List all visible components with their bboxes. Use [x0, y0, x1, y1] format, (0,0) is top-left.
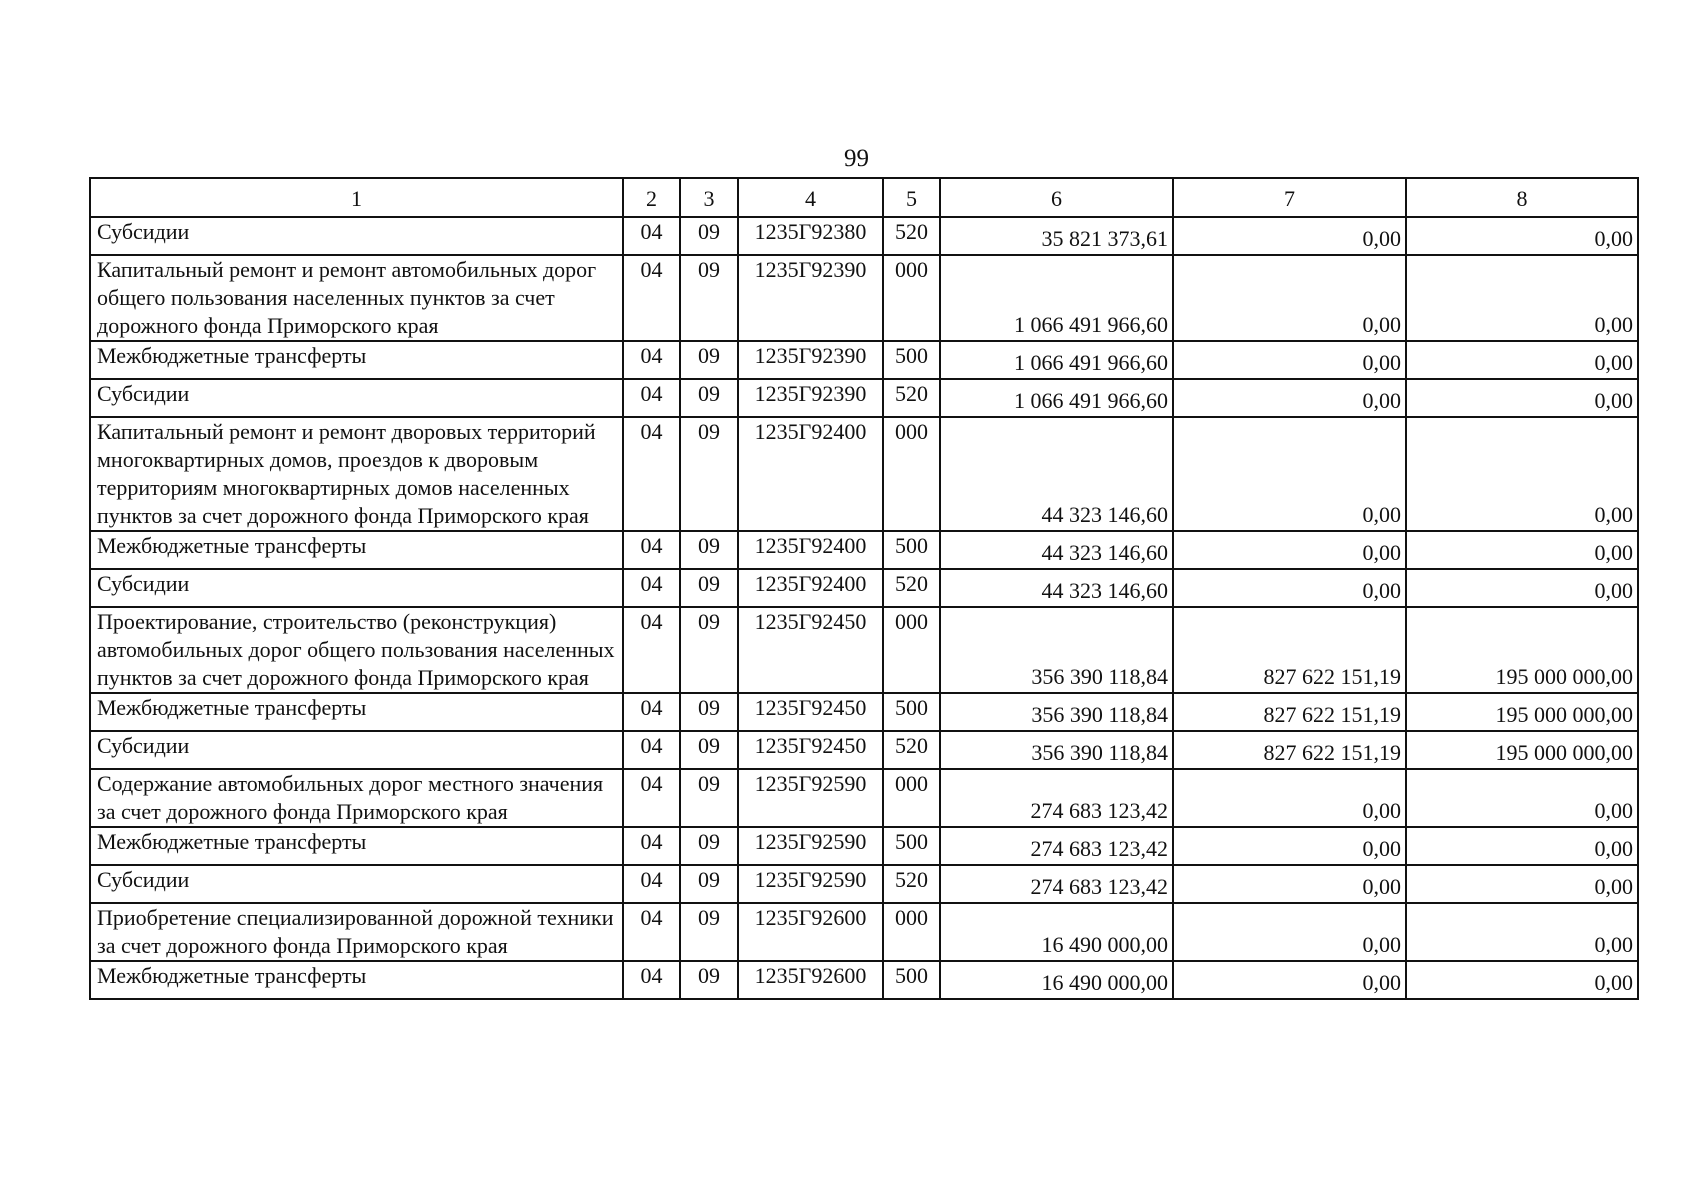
amount-col-6: 274 683 123,42 [940, 827, 1173, 865]
page-number: 99 [844, 145, 869, 172]
section-code: 04 [623, 693, 680, 731]
amount-col-7: 0,00 [1173, 255, 1406, 341]
amount-col-8: 0,00 [1406, 379, 1638, 417]
subsection-code: 09 [680, 865, 738, 903]
table-row [90, 417, 1638, 531]
section-code: 04 [623, 417, 680, 531]
header-cell: 6 [940, 178, 1173, 217]
amount-col-7: 0,00 [1173, 341, 1406, 379]
expense-type-code: 520 [883, 865, 940, 903]
table-row [90, 961, 1638, 999]
target-article-code: 1235Г92400 [738, 531, 883, 569]
subsection-code: 09 [680, 903, 738, 961]
amount-col-8: 0,00 [1406, 417, 1638, 531]
table-row [90, 769, 1638, 827]
amount-col-8: 195 000 000,00 [1406, 607, 1638, 693]
amount-col-8: 0,00 [1406, 903, 1638, 961]
amount-col-7: 0,00 [1173, 827, 1406, 865]
amount-col-6: 1 066 491 966,60 [940, 341, 1173, 379]
amount-col-6: 35 821 373,61 [940, 217, 1173, 255]
amount-col-7: 0,00 [1173, 865, 1406, 903]
row-name: Капитальный ремонт и ремонт автомобильных дорог общего пользования населенных пунктов за счет дорожного фонда Приморского края [90, 255, 623, 341]
amount-col-7: 0,00 [1173, 417, 1406, 531]
table-row [90, 255, 1638, 341]
header-cell: 1 [90, 178, 623, 217]
target-article-code: 1235Г92600 [738, 961, 883, 999]
expense-type-code: 520 [883, 217, 940, 255]
amount-col-7: 827 622 151,19 [1173, 693, 1406, 731]
subsection-code: 09 [680, 827, 738, 865]
target-article-code: 1235Г92390 [738, 341, 883, 379]
amount-col-7: 0,00 [1173, 569, 1406, 607]
table-row [90, 903, 1638, 961]
amount-col-6: 1 066 491 966,60 [940, 379, 1173, 417]
amount-col-7: 0,00 [1173, 531, 1406, 569]
section-code: 04 [623, 731, 680, 769]
row-name: Межбюджетные трансферты [90, 693, 623, 731]
row-name: Субсидии [90, 569, 623, 607]
section-code: 04 [623, 255, 680, 341]
section-code: 04 [623, 217, 680, 255]
amount-col-8: 0,00 [1406, 531, 1638, 569]
subsection-code: 09 [680, 569, 738, 607]
table-row [90, 217, 1638, 255]
row-name: Содержание автомобильных дорог местного значения за счет дорожного фонда Приморского края [90, 769, 623, 827]
row-name: Межбюджетные трансферты [90, 961, 623, 999]
section-code: 04 [623, 903, 680, 961]
subsection-code: 09 [680, 607, 738, 693]
expense-type-code: 520 [883, 569, 940, 607]
section-code: 04 [623, 961, 680, 999]
header-cell: 8 [1406, 178, 1638, 217]
row-name: Проектирование, строительство (реконструкция) автомобильных дорог общего пользования населенных пунктов за счет дорожного фонда Приморского края [90, 607, 623, 693]
expense-type-code: 500 [883, 341, 940, 379]
amount-col-6: 16 490 000,00 [940, 961, 1173, 999]
row-name: Субсидии [90, 865, 623, 903]
subsection-code: 09 [680, 255, 738, 341]
amount-col-7: 0,00 [1173, 903, 1406, 961]
target-article-code: 1235Г92390 [738, 379, 883, 417]
header-cell: 5 [883, 178, 940, 217]
table-row [90, 693, 1638, 731]
table-row [90, 731, 1638, 769]
amount-col-6: 44 323 146,60 [940, 417, 1173, 531]
table-row [90, 341, 1638, 379]
target-article-code: 1235Г92590 [738, 827, 883, 865]
amount-col-6: 44 323 146,60 [940, 531, 1173, 569]
expense-type-code: 500 [883, 961, 940, 999]
section-code: 04 [623, 531, 680, 569]
table-header-row [90, 178, 1638, 217]
section-code: 04 [623, 769, 680, 827]
amount-col-6: 356 390 118,84 [940, 693, 1173, 731]
target-article-code: 1235Г92450 [738, 731, 883, 769]
expense-type-code: 520 [883, 731, 940, 769]
table-row [90, 607, 1638, 693]
amount-col-7: 827 622 151,19 [1173, 731, 1406, 769]
amount-col-7: 827 622 151,19 [1173, 607, 1406, 693]
amount-col-6: 44 323 146,60 [940, 569, 1173, 607]
target-article-code: 1235Г92590 [738, 865, 883, 903]
expense-type-code: 000 [883, 769, 940, 827]
row-name: Приобретение специализированной дорожной техники за счет дорожного фонда Приморского края [90, 903, 623, 961]
target-article-code: 1235Г92590 [738, 769, 883, 827]
subsection-code: 09 [680, 217, 738, 255]
subsection-code: 09 [680, 693, 738, 731]
target-article-code: 1235Г92450 [738, 607, 883, 693]
expense-type-code: 520 [883, 379, 940, 417]
budget-table [89, 177, 1639, 1000]
amount-col-8: 0,00 [1406, 827, 1638, 865]
amount-col-6: 274 683 123,42 [940, 769, 1173, 827]
subsection-code: 09 [680, 731, 738, 769]
expense-type-code: 000 [883, 255, 940, 341]
expense-type-code: 500 [883, 827, 940, 865]
row-name: Субсидии [90, 217, 623, 255]
expense-type-code: 500 [883, 693, 940, 731]
row-name: Капитальный ремонт и ремонт дворовых территорий многоквартирных домов, проездов к дворовым территориям многоквартирных домов населенных пунктов за счет дорожного фонда Приморского края [90, 417, 623, 531]
amount-col-7: 0,00 [1173, 217, 1406, 255]
amount-col-8: 0,00 [1406, 341, 1638, 379]
amount-col-8: 0,00 [1406, 769, 1638, 827]
expense-type-code: 500 [883, 531, 940, 569]
section-code: 04 [623, 865, 680, 903]
table-row [90, 569, 1638, 607]
target-article-code: 1235Г92380 [738, 217, 883, 255]
table-row [90, 531, 1638, 569]
subsection-code: 09 [680, 417, 738, 531]
amount-col-8: 0,00 [1406, 255, 1638, 341]
amount-col-6: 356 390 118,84 [940, 607, 1173, 693]
amount-col-8: 195 000 000,00 [1406, 731, 1638, 769]
header-cell: 3 [680, 178, 738, 217]
amount-col-8: 0,00 [1406, 961, 1638, 999]
row-name: Межбюджетные трансферты [90, 531, 623, 569]
expense-type-code: 000 [883, 607, 940, 693]
expense-type-code: 000 [883, 417, 940, 531]
section-code: 04 [623, 341, 680, 379]
subsection-code: 09 [680, 531, 738, 569]
amount-col-7: 0,00 [1173, 961, 1406, 999]
amount-col-8: 195 000 000,00 [1406, 693, 1638, 731]
row-name: Межбюджетные трансферты [90, 341, 623, 379]
table-row [90, 865, 1638, 903]
amount-col-6: 16 490 000,00 [940, 903, 1173, 961]
amount-col-6: 356 390 118,84 [940, 731, 1173, 769]
amount-col-6: 1 066 491 966,60 [940, 255, 1173, 341]
subsection-code: 09 [680, 341, 738, 379]
amount-col-8: 0,00 [1406, 865, 1638, 903]
expense-type-code: 000 [883, 903, 940, 961]
subsection-code: 09 [680, 379, 738, 417]
section-code: 04 [623, 379, 680, 417]
header-cell: 2 [623, 178, 680, 217]
table-row [90, 827, 1638, 865]
target-article-code: 1235Г92400 [738, 417, 883, 531]
header-cell: 7 [1173, 178, 1406, 217]
row-name: Субсидии [90, 379, 623, 417]
row-name: Субсидии [90, 731, 623, 769]
subsection-code: 09 [680, 769, 738, 827]
header-cell: 4 [738, 178, 883, 217]
target-article-code: 1235Г92390 [738, 255, 883, 341]
table-row [90, 379, 1638, 417]
section-code: 04 [623, 569, 680, 607]
section-code: 04 [623, 827, 680, 865]
subsection-code: 09 [680, 961, 738, 999]
target-article-code: 1235Г92400 [738, 569, 883, 607]
amount-col-7: 0,00 [1173, 379, 1406, 417]
amount-col-6: 274 683 123,42 [940, 865, 1173, 903]
target-article-code: 1235Г92600 [738, 903, 883, 961]
amount-col-8: 0,00 [1406, 569, 1638, 607]
target-article-code: 1235Г92450 [738, 693, 883, 731]
row-name: Межбюджетные трансферты [90, 827, 623, 865]
amount-col-8: 0,00 [1406, 217, 1638, 255]
amount-col-7: 0,00 [1173, 769, 1406, 827]
section-code: 04 [623, 607, 680, 693]
